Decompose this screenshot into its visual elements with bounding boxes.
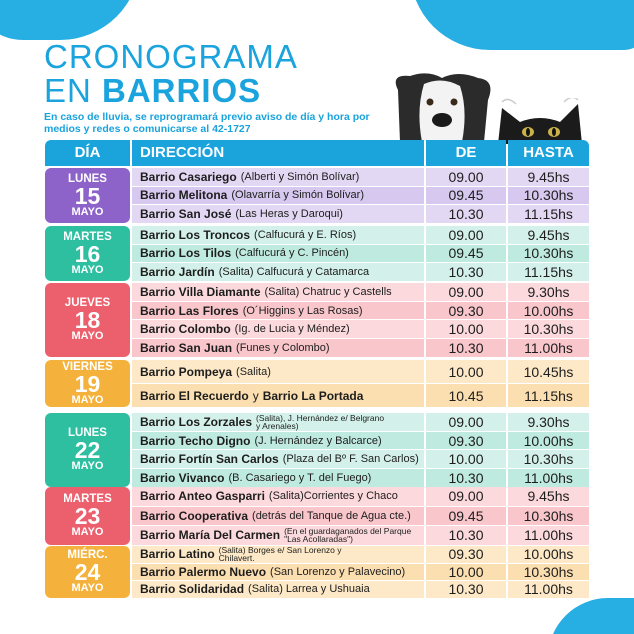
row-hasta: 10.00hs — [508, 546, 589, 563]
day-label — [45, 546, 130, 598]
barrio-name: Barrio Colombo — [140, 322, 231, 337]
barrio-detail: (O´Higgins y Las Rosas) — [242, 304, 363, 317]
schedule-row — [132, 360, 589, 383]
barrio-name: Barrio Techo Digno — [140, 433, 251, 448]
row-de: 09.30 — [426, 546, 506, 563]
row-hasta: 9.45hs — [508, 487, 589, 506]
schedule-row — [132, 245, 589, 263]
row-hasta: 10.30hs — [508, 564, 589, 581]
schedule-row — [132, 384, 589, 407]
title-line-2-bold: BARRIOS — [102, 72, 262, 109]
row-hasta: 10.45hs — [508, 360, 589, 383]
day-number: 18 — [74, 307, 101, 334]
row-hasta: 10.00hs — [508, 432, 589, 450]
schedule-row — [132, 283, 589, 301]
schedule-row — [132, 263, 589, 281]
row-direccion — [132, 526, 424, 545]
day-month: MAYO — [71, 460, 104, 473]
row-direccion — [132, 302, 424, 320]
barrio-detail: (En el guardaganados del Parque "Las Acollaradas") — [284, 526, 412, 545]
barrio-name: Barrio Casariego — [140, 169, 237, 184]
barrio-detail: (Salita) Borges e/ San Lorenzo y Chilavert. — [218, 546, 342, 563]
day-name: MIÉRC. — [67, 549, 108, 562]
day-label — [45, 360, 130, 407]
barrio-name: Barrio Los Troncos — [140, 227, 251, 242]
schedule-row — [132, 168, 589, 186]
row-direccion — [132, 187, 424, 205]
row-direccion — [132, 432, 424, 450]
barrio-name: Barrio Las Flores — [140, 303, 239, 318]
day-number: 22 — [74, 437, 101, 464]
row-hasta: 10.30hs — [508, 507, 589, 526]
barrio-detail: (Salita) — [236, 365, 271, 378]
barrio-connector: y — [252, 388, 259, 403]
barrio-detail: (Las Heras y Daroqui) — [235, 207, 343, 220]
day-name: MARTES — [63, 230, 112, 243]
row-direccion — [132, 487, 424, 506]
schedule-row — [132, 487, 589, 506]
row-hasta: 11.15hs — [508, 384, 589, 407]
day-month: MAYO — [71, 263, 104, 276]
schedule-row — [132, 205, 589, 223]
schedule-row — [132, 526, 589, 545]
barrio-name: Barrio San Juan — [140, 340, 233, 355]
schedule-row — [132, 187, 589, 205]
day-number: 19 — [74, 371, 101, 397]
decorative-blob-bottom-right — [548, 598, 634, 634]
row-hasta: 11.00hs — [508, 581, 589, 598]
barrio-detail: (Ig. de Lucia y Méndez) — [234, 323, 350, 336]
row-de: 09.45 — [426, 187, 506, 205]
row-hasta: 11.00hs — [508, 339, 589, 357]
day-label — [45, 413, 130, 487]
row-de: 09.45 — [426, 245, 506, 263]
schedule-row — [132, 302, 589, 320]
row-direccion — [132, 320, 424, 338]
row-direccion — [132, 205, 424, 223]
row-hasta: 10.30hs — [508, 187, 589, 205]
barrio-name-2: Barrio La Portada — [262, 388, 364, 403]
barrio-detail: (Salita), J. Hernández e/ Belgrano y Arenales) — [256, 413, 385, 431]
row-direccion — [132, 384, 424, 407]
day-label — [45, 487, 130, 545]
schedule-row — [132, 413, 589, 431]
row-de: 10.00 — [426, 360, 506, 383]
row-direccion — [132, 507, 424, 526]
day-month: MAYO — [71, 582, 104, 595]
day-number: 16 — [74, 240, 101, 267]
row-de: 10.30 — [426, 205, 506, 223]
schedule-row — [132, 581, 589, 598]
row-de: 09.00 — [426, 413, 506, 431]
row-de: 09.00 — [426, 168, 506, 186]
title-line-1: CRONOGRAMA — [44, 38, 298, 75]
page-title — [44, 40, 298, 108]
schedule-row — [132, 564, 589, 581]
row-de: 09.00 — [426, 283, 506, 301]
barrio-detail: (J. Hernández y Balcarce) — [254, 434, 382, 447]
barrio-detail: (Plaza del Bº F. San Carlos) — [282, 453, 419, 466]
schedule-row — [132, 450, 589, 468]
barrio-name: Barrio El Recuerdo — [140, 388, 249, 403]
day-label — [45, 226, 130, 281]
schedule-row — [132, 469, 589, 487]
header-dia: DÍA — [45, 140, 130, 166]
barrio-detail: (Salita) Larrea y Ushuaia — [248, 583, 370, 596]
barrio-detail: (Funes y Colombo) — [236, 341, 330, 354]
day-name: LUNES — [68, 427, 107, 440]
row-hasta: 10.30hs — [508, 245, 589, 263]
row-hasta: 11.15hs — [508, 205, 589, 223]
dog-illustration — [388, 70, 496, 142]
rain-notice: En caso de lluvia, se reprogramará previo aviso de día y hora por medios y redes o comunicarse al 42-1727 — [44, 111, 370, 135]
row-direccion — [132, 564, 424, 581]
barrio-name: Barrio Pompeya — [140, 364, 233, 379]
decorative-blob-top-left — [0, 0, 140, 40]
row-hasta: 10.30hs — [508, 450, 589, 468]
schedule-row — [132, 339, 589, 357]
row-hasta: 9.45hs — [508, 226, 589, 244]
day-name: MARTES — [63, 493, 112, 506]
barrio-name: Barrio Los Tilos — [140, 246, 232, 261]
row-de: 10.30 — [426, 469, 506, 487]
header-hasta: HASTA — [508, 140, 589, 166]
row-de: 09.30 — [426, 302, 506, 320]
schedule-row — [132, 320, 589, 338]
row-hasta: 11.00hs — [508, 526, 589, 545]
barrio-name: Barrio Anteo Gasparri — [140, 489, 265, 504]
row-hasta: 9.45hs — [508, 168, 589, 186]
row-direccion — [132, 339, 424, 357]
day-name: VIERNES — [62, 361, 113, 373]
day-number: 23 — [74, 503, 101, 530]
barrio-detail: (B. Casariego y T. del Fuego) — [228, 471, 372, 484]
row-direccion — [132, 168, 424, 186]
row-direccion — [132, 226, 424, 244]
schedule-row — [132, 546, 589, 563]
row-de: 10.00 — [426, 564, 506, 581]
row-direccion — [132, 450, 424, 468]
barrio-name: Barrio Cooperativa — [140, 508, 249, 523]
row-hasta: 10.30hs — [508, 320, 589, 338]
day-number: 15 — [74, 182, 101, 209]
header-direccion: DIRECCIÓN — [132, 140, 424, 166]
row-direccion — [132, 245, 424, 263]
barrio-detail: (Calfucurá y C. Pincén) — [235, 247, 349, 260]
barrio-detail: (San Lorenzo y Palavecino) — [270, 565, 406, 578]
barrio-detail: (detrás del Tanque de Agua cte.) — [252, 509, 411, 522]
day-number: 24 — [74, 559, 101, 586]
row-de: 09.30 — [426, 432, 506, 450]
row-direccion — [132, 283, 424, 301]
row-hasta: 9.30hs — [508, 283, 589, 301]
row-direccion — [132, 546, 424, 563]
day-name: JUEVES — [64, 297, 111, 310]
day-label — [45, 283, 130, 357]
day-name: LUNES — [68, 172, 107, 185]
barrio-detail: (Alberti y Simón Bolívar) — [240, 170, 360, 183]
header-de: DE — [426, 140, 506, 166]
row-de: 09.00 — [426, 226, 506, 244]
barrio-name: Barrio Latino — [140, 547, 215, 562]
row-de: 10.00 — [426, 450, 506, 468]
row-de: 10.45 — [426, 384, 506, 407]
barrio-name: Barrio Melitona — [140, 188, 228, 203]
barrio-detail: (Salita) Calfucurá y Catamarca — [218, 265, 370, 278]
row-direccion — [132, 413, 424, 431]
barrio-name: Barrio Villa Diamante — [140, 284, 261, 299]
barrio-name: Barrio Jardín — [140, 264, 215, 279]
title-line-2 — [44, 74, 298, 108]
day-label — [45, 168, 130, 223]
schedule-row — [132, 507, 589, 526]
row-de: 09.45 — [426, 507, 506, 526]
row-direccion — [132, 581, 424, 598]
cat-illustration — [494, 98, 586, 144]
schedule-row — [132, 432, 589, 450]
row-hasta: 9.30hs — [508, 413, 589, 431]
barrio-detail: (Calfucurá y E. Ríos) — [254, 228, 357, 241]
barrio-name: Barrio María Del Carmen — [140, 528, 281, 543]
title-line-2-prefix: EN — [44, 72, 103, 109]
row-hasta: 10.00hs — [508, 302, 589, 320]
row-direccion — [132, 360, 424, 383]
row-de: 10.30 — [426, 581, 506, 598]
day-month: MAYO — [71, 394, 104, 406]
row-de: 10.00 — [426, 320, 506, 338]
row-direccion — [132, 469, 424, 487]
row-de: 10.30 — [426, 526, 506, 545]
day-month: MAYO — [71, 205, 104, 218]
barrio-detail: (Olavarría y Simón Bolívar) — [231, 189, 365, 202]
row-hasta: 11.00hs — [508, 469, 589, 487]
barrio-name: Barrio San José — [140, 206, 232, 221]
day-month: MAYO — [71, 330, 104, 343]
row-de: 10.30 — [426, 263, 506, 281]
row-de: 09.00 — [426, 487, 506, 506]
day-month: MAYO — [71, 526, 104, 539]
barrio-detail: (Salita)Corrientes y Chaco — [268, 490, 398, 503]
row-direccion — [132, 263, 424, 281]
decorative-blob-top-right — [410, 0, 634, 50]
row-de: 10.30 — [426, 339, 506, 357]
schedule-row — [132, 226, 589, 244]
barrio-name: Barrio Vivanco — [140, 470, 225, 485]
barrio-name: Barrio Fortín San Carlos — [140, 452, 279, 467]
barrio-name: Barrio Palermo Nuevo — [140, 564, 267, 579]
barrio-name: Barrio Los Zorzales — [140, 414, 253, 429]
row-hasta: 11.15hs — [508, 263, 589, 281]
barrio-detail: (Salita) Chatruc y Castells — [264, 285, 392, 298]
barrio-name: Barrio Solidaridad — [140, 582, 245, 597]
